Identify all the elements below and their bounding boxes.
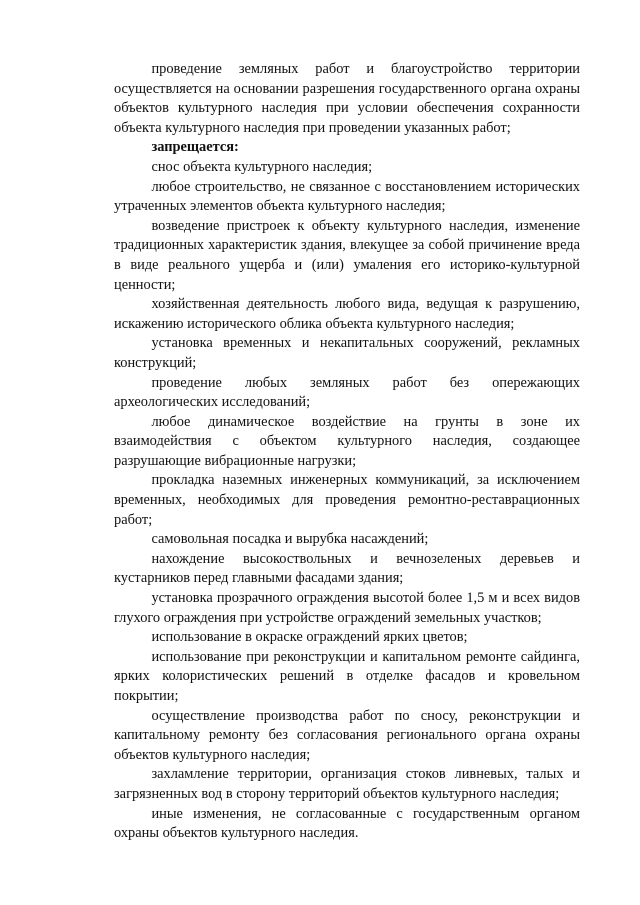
prohibited-item: самовольная посадка и вырубка насаждений;	[151, 531, 429, 548]
prohibited-item: осуществление производства работ по сносу, реконструкции и капитальному ремонту без согласования регионального органа охраны объектов культурного наследия;	[114, 707, 580, 763]
intro-paragraph: проведение земляных работ и благоустройство территории осуществляется на основании разрешения государственного органа охраны объектов культурного наследия при условии обеспечения сохранности объекта культурного наследия при проведении указанных работ;	[114, 61, 580, 136]
prohibited-item: нахождение высокоствольных и вечнозеленых деревьев и кустарников перед главными фасадами здания;	[114, 550, 580, 587]
prohibited-item: использование в окраске ограждений ярких цветов;	[151, 629, 468, 646]
prohibited-item: любое строительство, не связанное с восстановлением исторических утраченных элементов объекта культурного наследия;	[114, 178, 580, 215]
prohibited-item: иные изменения, не согласованные с государственным органом охраны объектов культурного наследия.	[114, 805, 580, 842]
prohibited-item: установка временных и некапитальных сооружений, рекламных конструкций;	[114, 335, 580, 371]
prohibited-item: любое динамическое воздействие на грунты в зоне их взаимодействия с объектом культурного наследия, создающее разрушающие вибрационные нагрузки;	[114, 413, 580, 469]
prohibited-item: захламление территории, организация стоков ливневых, талых и загрязненных вод в сторону территорий объектов культурного наследия;	[114, 766, 580, 802]
prohibited-item: снос объекта культурного наследия;	[151, 158, 373, 175]
prohibited-heading: запрещается:	[151, 139, 239, 156]
prohibited-item: использование при реконструкции и капитальном ремонте сайдинга, ярких колористических решений в отделке фасадов и кровельном покрытии;	[114, 648, 580, 704]
prohibited-item: установка прозрачного ограждения высотой более 1,5 м и всех видов глухого ограждения при устройстве ограждений земельных участков;	[114, 590, 580, 626]
document-body	[114, 60, 580, 844]
prohibited-item: прокладка наземных инженерных коммуникаций, за исключением временных, необходимых для проведения ремонтно-реставрационных работ;	[114, 472, 580, 528]
prohibited-item: возведение пристроек к объекту культурного наследия, изменение традиционных характеристик здания, влекущее за собой причинение вреда в виде реального ущерба и (или) умаления его историко-культурной ценности;	[114, 217, 580, 293]
prohibited-item: хозяйственная деятельность любого вида, ведущая к разрушению, искажению исторического облика объекта культурного наследия;	[114, 296, 580, 332]
prohibited-item: проведение любых земляных работ без опережающих археологических исследований;	[114, 374, 580, 411]
